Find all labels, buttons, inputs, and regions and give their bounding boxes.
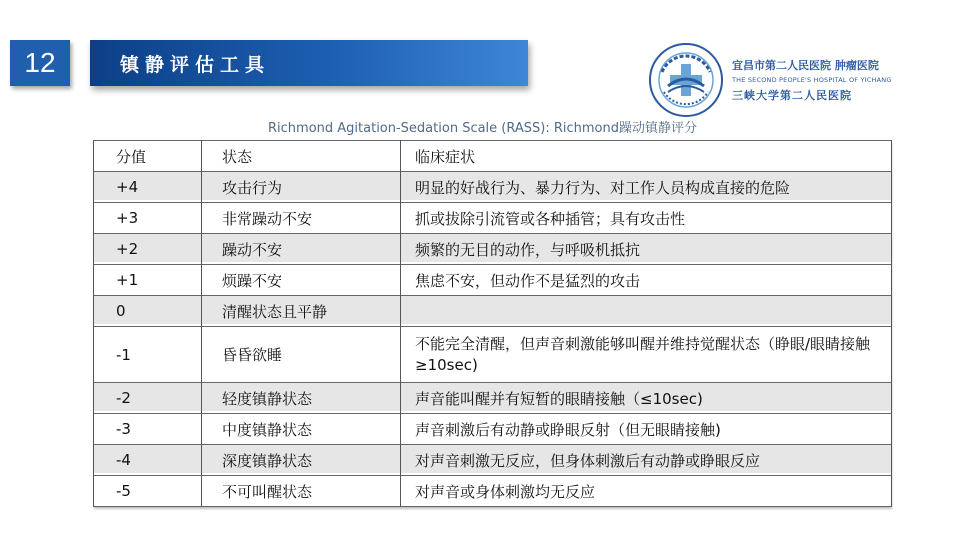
table-row: [94, 172, 892, 203]
score-cell: +3: [94, 203, 202, 234]
score-cell: -2: [94, 383, 202, 414]
hospital-name-cn: 宜昌市第二人民医院 肿瘤医院: [732, 59, 879, 72]
score-cell: +2: [94, 234, 202, 265]
header-state: 状态: [202, 141, 401, 172]
slide-title: 镇静评估工具: [120, 53, 271, 76]
hospital-logo: [648, 40, 938, 120]
symptom-cell: [401, 296, 892, 327]
state-cell: 清醒状态且平静: [202, 296, 401, 327]
symptom-cell: 明显的好战行为、暴力行为、对工作人员构成直接的危险: [401, 172, 892, 203]
symptom-text: 不能完全清醒，但声音刺激能够叫醒并维持觉醒状态（睁眼/眼睛接触≥10sec): [415, 334, 871, 374]
table-row: [94, 234, 892, 265]
state-cell: 躁动不安: [202, 234, 401, 265]
symptom-cell: 声音刺激后有动静或睁眼反射（但无眼睛接触): [401, 414, 892, 445]
score-cell: 0: [94, 296, 202, 327]
hospital-name-en: THE SECOND PEOPLE'S HOSPITAL OF YICHANG: [732, 76, 892, 84]
state-cell: 昏昏欲睡: [202, 327, 401, 383]
table-row: [94, 445, 892, 476]
title-bar: [90, 40, 528, 86]
symptom-cell: [401, 327, 892, 383]
score-cell: +4: [94, 172, 202, 203]
state-cell: 非常躁动不安: [202, 203, 401, 234]
symptom-cell: 抓或拔除引流管或各种插管；具有攻击性: [401, 203, 892, 234]
table-caption: Richmond Agitation-Sedation Scale (RASS): Richmond躁动镇静评分: [268, 121, 697, 136]
symptom-cell: 频繁的无目的动作，与呼吸机抵抗: [401, 234, 892, 265]
table-header-row: [94, 141, 892, 172]
state-cell: 深度镇静状态: [202, 445, 401, 476]
table-row: [94, 203, 892, 234]
state-cell: 烦躁不安: [202, 265, 401, 296]
symptom-cell: 对声音刺激无反应，但身体刺激后有动静或睁眼反应: [401, 445, 892, 476]
table-row: [94, 296, 892, 327]
score-cell: -1: [94, 327, 202, 383]
score-cell: -4: [94, 445, 202, 476]
state-cell: 轻度镇静状态: [202, 383, 401, 414]
table-row: [94, 327, 892, 383]
rass-table: [93, 140, 892, 507]
symptom-cell: 对声音或身体刺激均无反应: [401, 476, 892, 507]
state-cell: 不可叫醒状态: [202, 476, 401, 507]
symptom-cell: 焦虑不安，但动作不是猛烈的攻击: [401, 265, 892, 296]
table-row: [94, 476, 892, 507]
score-cell: +1: [94, 265, 202, 296]
header-symptom: 临床症状: [401, 141, 892, 172]
table-row: [94, 383, 892, 414]
table-row: [94, 265, 892, 296]
slide-number: 12: [10, 40, 70, 86]
header-score: 分值: [94, 141, 202, 172]
state-cell: 中度镇静状态: [202, 414, 401, 445]
university-name-cn: 三峡大学第二人民医院: [732, 89, 852, 102]
score-cell: -3: [94, 414, 202, 445]
score-cell: -5: [94, 476, 202, 507]
symptom-cell: 声音能叫醒并有短暂的眼睛接触（≤10sec): [401, 383, 892, 414]
state-cell: 攻击行为: [202, 172, 401, 203]
hospital-seal-icon: [648, 42, 724, 118]
table-row: [94, 414, 892, 445]
